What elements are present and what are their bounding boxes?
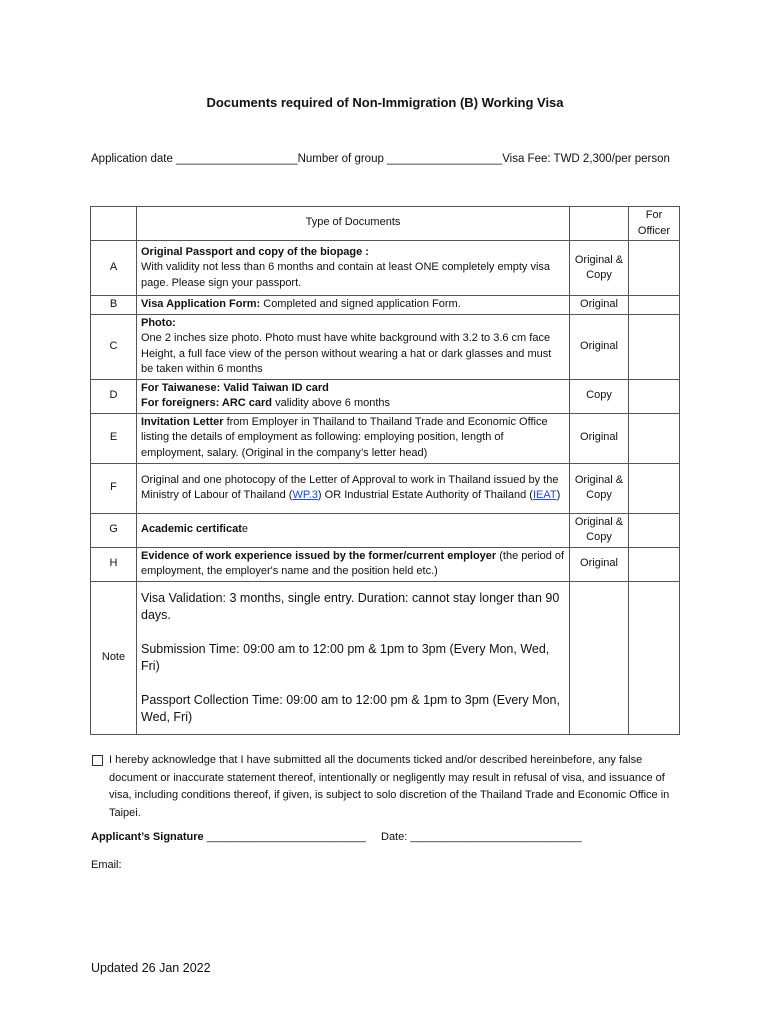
row-text: e xyxy=(241,523,249,536)
row-title: Original Passport and copy of the biopage : xyxy=(141,245,369,258)
row-description xyxy=(137,547,570,581)
note-copy-cell xyxy=(570,581,629,734)
table-row xyxy=(91,296,680,315)
table-row xyxy=(91,314,680,379)
note-label: Note xyxy=(91,581,137,734)
officer-check-cell[interactable] xyxy=(629,513,680,547)
row-letter: G xyxy=(91,513,137,547)
row-title: Invitation Letter xyxy=(141,415,224,428)
table-row xyxy=(91,513,680,547)
note-content xyxy=(137,581,570,734)
ieat-link[interactable]: IEAT xyxy=(532,489,557,501)
row-letter: C xyxy=(91,314,137,379)
row-letter: A xyxy=(91,241,137,296)
row-copy-requirement: Copy xyxy=(570,379,629,413)
row-text: With validity not less than 6 months and contain at least ONE completely empty visa page. Please sign your passport. xyxy=(141,261,551,289)
row-title: Visa Application Form: xyxy=(141,298,261,310)
row-title: Photo: xyxy=(141,316,176,329)
row-title: Academic certificat xyxy=(141,523,242,536)
officer-check-cell[interactable] xyxy=(629,547,680,581)
row-letter: H xyxy=(91,547,137,581)
row-text: validity above 6 months xyxy=(272,397,391,409)
passport-collection-text: Passport Collection Time: 09:00 am to 12:00 pm & 1pm to 3pm (Every Mon, Wed, Fri) xyxy=(141,692,560,724)
signature-label: Applicant’s Signature xyxy=(91,831,204,843)
signature-field[interactable]: __________________________ xyxy=(203,831,366,843)
row-letter: E xyxy=(91,413,137,463)
wp3-link[interactable]: WP.3 xyxy=(292,489,318,501)
date-field[interactable]: Date: ____________________________ xyxy=(381,831,582,843)
row-text: (the period of employment, the employer's name and the position held etc.) xyxy=(141,549,565,577)
row-letter: B xyxy=(91,296,137,315)
table-row xyxy=(91,379,680,413)
header-letter-cell xyxy=(91,207,137,241)
row-copy-requirement: Original & Copy xyxy=(570,463,629,513)
row-description xyxy=(137,296,570,315)
application-date-field[interactable]: Application date ___________________ xyxy=(91,153,298,165)
table-row xyxy=(91,547,680,581)
table-row xyxy=(91,463,680,513)
row-text: One 2 inches size photo. Photo must have white background with 3.2 to 3.6 cm face Height, a full face view of the person without wearing a hat or dark glasses and must be taken within 6 months xyxy=(141,332,552,375)
row-copy-requirement: Original & Copy xyxy=(570,241,629,296)
note-officer-cell xyxy=(629,581,680,734)
acknowledgement-text: I hereby acknowledge that I have submitted all the documents ticked and/or described hereinbefore, any false document or inaccurate statement thereof, intentionally or negligently may result in refusal of visa, and issuance of visa, including conditions thereof, if given, is subject to solo discretion of the Thailand Trade and Economic Office in Taipei. xyxy=(109,754,670,819)
row-copy-requirement: Original xyxy=(570,413,629,463)
signature-line xyxy=(91,831,366,843)
submission-time-text: Submission Time: 09:00 am to 12:00 pm & 1pm to 3pm (Every Mon, Wed, Fri) xyxy=(141,641,550,673)
row-text: Completed and signed application Form. xyxy=(260,298,461,310)
table-row xyxy=(91,241,680,296)
row-title: For Taiwanese: Valid Taiwan ID card xyxy=(141,381,329,394)
row-letter: D xyxy=(91,379,137,413)
document-title: Documents required of Non-Immigration (B) Working Visa xyxy=(206,95,564,110)
row-copy-requirement: Original xyxy=(570,314,629,379)
acknowledgement-checkbox[interactable] xyxy=(92,755,103,766)
acknowledgement-block xyxy=(92,752,682,822)
header-copy-cell xyxy=(570,207,629,241)
row-description xyxy=(137,241,570,296)
note-row xyxy=(91,581,680,734)
email-label: Email: xyxy=(91,859,122,871)
row-title: Evidence of work experience issued by the former/current employer xyxy=(141,549,497,562)
table-row xyxy=(91,413,680,463)
header-type-of-documents: Type of Documents xyxy=(137,207,570,241)
visa-validation-text: Visa Validation: 3 months, single entry. Duration: cannot stay longer than 90 days. xyxy=(141,590,560,622)
application-info-line xyxy=(91,153,670,165)
officer-check-cell[interactable] xyxy=(629,314,680,379)
row-description xyxy=(137,314,570,379)
documents-table xyxy=(90,206,680,735)
row-text: ) xyxy=(556,489,561,501)
officer-check-cell[interactable] xyxy=(629,241,680,296)
row-description xyxy=(137,513,570,547)
row-title-secondary: For foreigners: ARC card xyxy=(141,397,273,409)
row-text: from Employer in Thailand to Thailand Trade and Economic Office listing the details of employment as following: employing position, length of employment, salary. (Original in the company’s letter head) xyxy=(141,415,548,459)
table-header-row xyxy=(91,207,680,241)
row-description xyxy=(137,379,570,413)
visa-fee-text: Visa Fee: TWD 2,300/per person xyxy=(502,153,670,165)
row-copy-requirement: Original xyxy=(570,296,629,315)
number-of-group-field[interactable]: Number of group __________________ xyxy=(297,153,503,165)
officer-check-cell[interactable] xyxy=(629,379,680,413)
officer-check-cell[interactable] xyxy=(629,463,680,513)
row-text: ) OR Industrial Estate Authority of Thailand ( xyxy=(317,489,533,501)
row-letter: F xyxy=(91,463,137,513)
row-description xyxy=(137,413,570,463)
officer-check-cell[interactable] xyxy=(629,296,680,315)
row-copy-requirement: Original & Copy xyxy=(570,513,629,547)
row-text: Original and one photocopy of the Letter of Approval to work in Thailand issued by the Ministry of Labour of Thailand ( xyxy=(141,473,559,501)
row-description xyxy=(137,463,570,513)
officer-check-cell[interactable] xyxy=(629,413,680,463)
row-copy-requirement: Original xyxy=(570,547,629,581)
header-for-officer: For Officer xyxy=(629,207,680,241)
updated-date: Updated 26 Jan 2022 xyxy=(91,961,211,975)
